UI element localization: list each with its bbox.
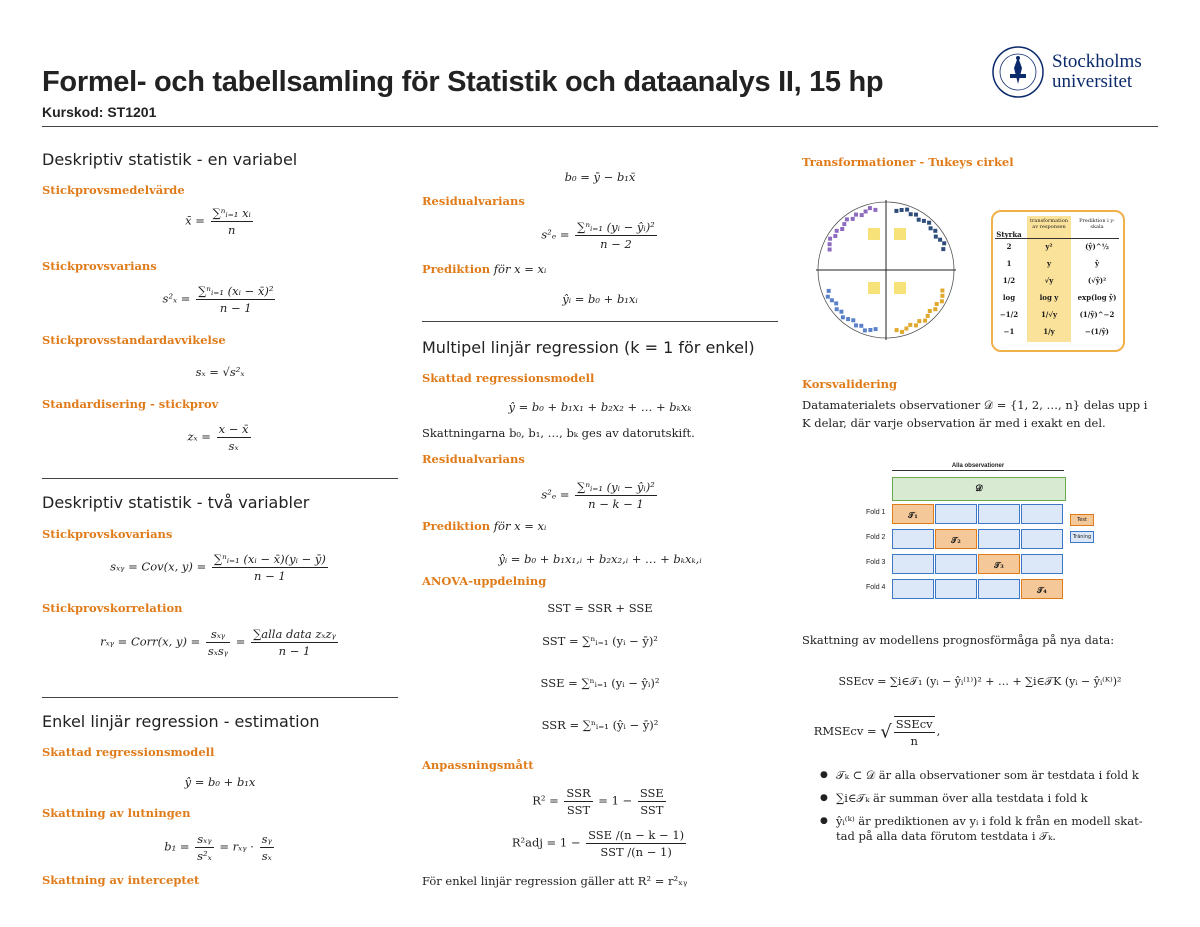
tukey-point xyxy=(904,327,908,331)
ladder-header-transf: transformation av responsen xyxy=(1030,218,1068,230)
tukey-point xyxy=(827,289,831,293)
formula-rmse-cv: RMSEcv = √ $\frac{\text{SSEcv}}{n}$ , xyxy=(813,717,941,748)
label-slope: Skattning av lutningen xyxy=(42,806,191,820)
ladder-cell: −1 xyxy=(1003,327,1015,336)
ladder-cell: (ŷ)^½ xyxy=(1085,242,1109,251)
logo-line-2: universitet xyxy=(1052,71,1133,92)
fold-train-cell xyxy=(1021,504,1063,524)
fold-test-cell: 𝒯₃ xyxy=(978,554,1020,574)
logo-line-1: Stockholms xyxy=(1052,51,1142,72)
formula-residual-variance: s²ₑ = $\frac{\text{∑ⁿᵢ₌₁ (yᵢ − ŷᵢ)²}}{n - 2}$ xyxy=(541,220,655,251)
divider xyxy=(422,321,778,322)
tukey-point xyxy=(834,301,838,305)
label-residual-variance: Residualvarians xyxy=(422,194,525,208)
label-correlation: Stickprovskorrelation xyxy=(42,601,183,615)
tukey-point xyxy=(938,238,942,242)
ladder-header-strength: Styrka xyxy=(996,230,1022,239)
legend-test: Test xyxy=(1070,514,1094,526)
divider xyxy=(42,697,398,698)
tukey-point xyxy=(940,289,944,293)
list-item: ● ŷᵢ⁽ᵏ⁾ är prediktionen av yᵢ i fold k från en modell skat- tad på alla data förutom testdata i 𝒯ₖ. xyxy=(818,814,1158,844)
tukey-point xyxy=(900,330,904,334)
tukey-point xyxy=(905,208,909,212)
list-item: ● 𝒯ₖ ⊂ 𝒟 är alla observationer som är testdata i fold k xyxy=(818,768,1158,783)
fold-train-cell xyxy=(935,554,977,574)
fold-train-cell xyxy=(892,529,934,549)
section-multiple-regression: Multipel linjär regression (k = 1 för enkel) xyxy=(422,338,755,357)
tukey-point xyxy=(830,298,834,302)
section-two-variables: Deskriptiv statistik - två variabler xyxy=(42,493,310,512)
ladder-cell: ŷ xyxy=(1094,259,1100,268)
tukey-point xyxy=(845,217,849,221)
label-intercept: Skattning av interceptet xyxy=(42,873,200,887)
formula-mean: x̄ = $\frac{\text{∑ⁿᵢ₌₁ xᵢ}}{n}$ xyxy=(185,206,251,237)
tukey-point xyxy=(940,294,944,298)
ladder-cell: −1/2 xyxy=(999,310,1019,319)
tukey-point xyxy=(900,208,904,212)
fold-train-cell xyxy=(935,504,977,524)
cv-diagram-title: Alla observationer xyxy=(951,463,1005,469)
label-multiple-model: Skattad regressionsmodell xyxy=(422,371,595,385)
label-model: Skattad regressionsmodell xyxy=(42,745,215,759)
tukey-point xyxy=(909,212,913,216)
cv-notes-list xyxy=(818,768,1158,852)
header-divider xyxy=(42,126,1158,127)
tukey-point xyxy=(941,247,945,251)
section-simple-regression: Enkel linjär regression - estimation xyxy=(42,712,320,731)
tukey-point xyxy=(842,222,846,226)
tukey-point xyxy=(923,319,927,323)
label-sd: Stickprovsstandardavvikelse xyxy=(42,333,226,347)
tukey-point xyxy=(926,314,930,318)
fold-test-cell: 𝒯₄ xyxy=(1021,579,1063,599)
label-standardize: Standardisering - stickprov xyxy=(42,397,219,411)
label-prediction: Prediktion för x = xᵢ xyxy=(422,262,547,276)
formula-anova-3: SSE = ∑ⁿᵢ₌₁ (yᵢ − ŷᵢ)² xyxy=(540,676,660,690)
fold-train-cell xyxy=(978,529,1020,549)
ladder-cell: −(1/ŷ) xyxy=(1085,327,1109,336)
university-seal-icon xyxy=(990,44,1046,100)
formula-multiple-residual-variance: s²ₑ = $\frac{\text{∑ⁿᵢ₌₁ (yᵢ − ŷᵢ)²}}{n - k - 1}$ xyxy=(541,480,655,511)
formula-r2: R² = $\frac{\text{SSR}}{\text{SST}}$ = 1 − $\frac{\text{SSE}}{\text{SST}}$ xyxy=(532,786,664,817)
tukey-point xyxy=(826,295,830,299)
tukey-point xyxy=(859,324,863,328)
label-multiple-residual-variance: Residualvarians xyxy=(422,452,525,466)
tukey-point xyxy=(908,323,912,327)
formula-anova-1: SST = SSR + SSE xyxy=(547,601,653,615)
label-multiple-prediction: Prediktion för x = xᵢ xyxy=(422,519,547,533)
ladder-cell: y² xyxy=(1045,242,1053,251)
tukey-point xyxy=(839,310,843,314)
fold-test-cell: 𝒯₂ xyxy=(935,529,977,549)
note-r2-simple: För enkel linjär regression gäller att R² = r²ₓᵧ xyxy=(422,874,688,888)
tukey-point xyxy=(934,235,938,239)
fold-train-cell xyxy=(935,579,977,599)
tukey-point xyxy=(828,242,832,246)
tukey-point xyxy=(851,217,855,221)
tukey-point xyxy=(933,307,937,311)
tukey-point xyxy=(860,213,864,217)
formula-anova-4: SSR = ∑ⁿᵢ₌₁ (ŷᵢ − ȳ)² xyxy=(541,718,659,732)
tukey-point xyxy=(935,302,939,306)
fold-train-cell xyxy=(892,579,934,599)
formula-multiple-prediction: ŷᵢ = b₀ + b₁x₁,ᵢ + b₂x₂,ᵢ + … + bₖxₖ,ᵢ xyxy=(498,552,702,566)
fold-test-cell: 𝒯₁ xyxy=(892,504,934,524)
ladder-cell: 1/y xyxy=(1043,327,1055,336)
formula-r2-adjusted: R²adj = 1 − $\frac{\text{SSE /(n − k − 1)}}{\text{SST /(n − 1)}}$ xyxy=(511,828,685,859)
tukey-point xyxy=(933,229,937,233)
ladder-cell: 1/2 xyxy=(1002,276,1016,285)
course-code: Kurskod: ST1201 xyxy=(42,104,157,120)
cv-text-2: K delar, där varje observation är med i exakt en del. xyxy=(802,416,1106,430)
tukey-point xyxy=(835,229,839,233)
note-estimates: Skattningarna b₀, b₁, …, bₖ ges av datorutskift. xyxy=(422,426,695,440)
label-variance: Stickprovsvarians xyxy=(42,259,157,273)
formula-multiple-model: ŷ = b₀ + b₁x₁ + b₂x₂ + … + bₖxₖ xyxy=(508,400,692,414)
tukey-point xyxy=(914,323,918,327)
tukey-point xyxy=(895,328,899,332)
formula-model: ŷ = b₀ + b₁x xyxy=(184,775,256,789)
tukey-point xyxy=(929,226,933,230)
formula-intercept: b₀ = ȳ − b₁x̄ xyxy=(564,170,636,184)
tukey-point xyxy=(835,307,839,311)
cv-folds-diagram xyxy=(860,460,1100,605)
label-tukey: Transformationer - Tukeys cirkel xyxy=(802,155,1014,169)
ladder-cell: log y xyxy=(1039,293,1059,302)
cv-estimate-label: Skattning av modellens prognosförmåga på nya data: xyxy=(802,633,1115,647)
tukey-point xyxy=(841,315,845,319)
ladder-table xyxy=(991,210,1125,352)
fold-train-cell xyxy=(892,554,934,574)
university-logo xyxy=(990,44,1160,100)
tukey-point xyxy=(851,318,855,322)
label-covariance: Stickprovskovarians xyxy=(42,527,173,541)
fold-train-cell xyxy=(1021,529,1063,549)
label-anova: ANOVA-uppdelning xyxy=(422,574,547,588)
tukey-point xyxy=(922,219,926,223)
tukey-point xyxy=(854,323,858,327)
fold-train-cell xyxy=(978,504,1020,524)
tukey-point xyxy=(828,248,832,252)
page-title: Formel- och tabellsamling för Statistik och dataanalys II, 15 hp xyxy=(42,66,884,98)
ladder-cell: y xyxy=(1046,259,1052,268)
fold-label: Fold 1 xyxy=(866,509,886,516)
label-fit: Anpassningsmått xyxy=(422,758,534,772)
tukey-point xyxy=(864,210,868,214)
tukey-point xyxy=(840,227,844,231)
ladder-header-pred: Prediktion i y-skala xyxy=(1079,218,1115,230)
formula-sse-cv: SSEcv = ∑i∈𝒯₁ (yᵢ − ŷᵢ⁽¹⁾)² + … + ∑i∈𝒯K (yᵢ − ŷᵢ⁽ᴷ⁾)² xyxy=(838,675,1122,688)
section-one-variable: Deskriptiv statistik - en variabel xyxy=(42,150,298,169)
legend-train: Träning xyxy=(1070,531,1094,543)
formula-anova-2: SST = ∑ⁿᵢ₌₁ (yᵢ − ȳ)² xyxy=(542,634,658,648)
tukey-point xyxy=(868,206,872,210)
ladder-cell: 2 xyxy=(1006,242,1012,251)
cv-all-data-bar: 𝒟 xyxy=(892,477,1066,501)
tukey-point xyxy=(833,234,837,238)
formula-variance: s²ₓ = $\frac{\text{∑ⁿᵢ₌₁ (xᵢ − x̄)²}}{n - 1}$ xyxy=(162,284,274,315)
ladder-cell: (1/ŷ)^−2 xyxy=(1079,310,1115,319)
list-item: ● ∑i∈𝒯ₖ är summan över alla testdata i fold k xyxy=(818,791,1158,806)
tukey-point xyxy=(940,299,944,303)
fold-label: Fold 3 xyxy=(866,559,886,566)
tukey-point xyxy=(854,213,858,217)
formula-prediction: ŷᵢ = b₀ + b₁xᵢ xyxy=(562,292,638,306)
ladder-cell: 1 xyxy=(1006,259,1012,268)
fold-train-cell xyxy=(978,579,1020,599)
tukey-point xyxy=(863,328,867,332)
tukey-point xyxy=(942,241,946,245)
tukey-point xyxy=(894,209,898,213)
ladder-cell: 1/√y xyxy=(1040,310,1058,319)
tukey-point xyxy=(917,218,921,222)
tukey-point xyxy=(927,221,931,225)
ladder-cell: exp(log ŷ) xyxy=(1077,293,1117,302)
tukey-point xyxy=(873,208,877,212)
formula-sd: sₓ = √s²ₓ xyxy=(195,365,245,379)
cv-text-1: Datamaterialets observationer 𝒟 = {1, 2, …, n} delas upp i xyxy=(802,398,1148,412)
tukey-circle-diagram xyxy=(812,196,960,344)
label-mean: Stickprovsmedelvärde xyxy=(42,183,185,197)
divider xyxy=(42,478,398,479)
fold-train-cell xyxy=(1021,554,1063,574)
ladder-cell: (√ŷ)² xyxy=(1087,276,1107,285)
tukey-point xyxy=(828,237,832,241)
fold-label: Fold 2 xyxy=(866,534,886,541)
ladder-cell: log xyxy=(1002,293,1016,302)
ladder-cell: √y xyxy=(1044,276,1054,285)
fold-label: Fold 4 xyxy=(866,584,886,591)
formula-correlation: rₓᵧ = Corr(x, y) = $\frac{\text{sₓᵧ}}{\text{sₓsᵧ}}$ = $\frac{\text{∑alla data zₓzᵧ}}{n - 1}$ xyxy=(100,627,336,658)
tukey-point xyxy=(874,327,878,331)
tukey-point xyxy=(928,309,932,313)
tukey-point xyxy=(846,317,850,321)
label-cross-validation: Korsvalidering xyxy=(802,377,898,391)
formula-slope: b₁ = $\frac{\text{sₓᵧ}}{\text{s²ₓ}}$ = rₓᵧ · $\frac{\text{sᵧ}}{\text{sₓ}}$ xyxy=(164,832,272,863)
tukey-point xyxy=(917,319,921,323)
tukey-point xyxy=(914,213,918,217)
formula-standardize: zₓ = $\frac{x - x̄}{\text{sₓ}}$ xyxy=(187,422,249,453)
formula-covariance: sₓᵧ = Cov(x, y) = $\frac{\text{∑ⁿᵢ₌₁ (xᵢ − x̄)(yᵢ − ȳ)}}{n - 1}$ xyxy=(110,552,326,583)
tukey-point xyxy=(868,328,872,332)
